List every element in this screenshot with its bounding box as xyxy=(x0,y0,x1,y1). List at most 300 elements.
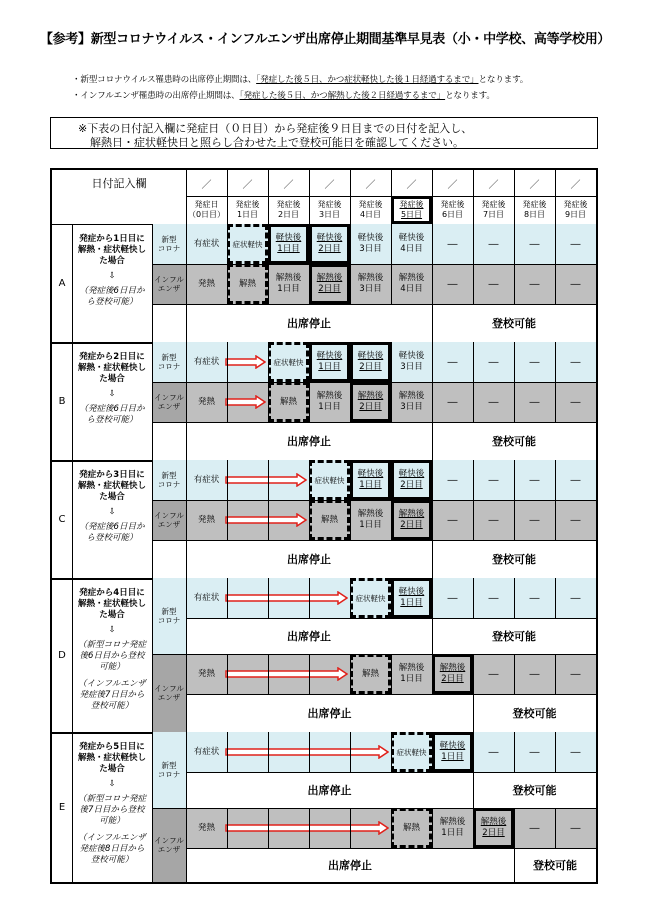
grid-line xyxy=(186,422,187,460)
dash-cell xyxy=(473,382,514,422)
text-line: ― xyxy=(488,514,499,526)
text-line: （発症後6日目か xyxy=(79,522,145,532)
grid-line xyxy=(596,654,597,694)
group-letter-1: B xyxy=(58,395,66,407)
blank-label xyxy=(152,304,186,342)
text-line: コロナ xyxy=(157,616,181,625)
text-line: ― xyxy=(529,822,540,834)
progress-arrow xyxy=(225,821,389,835)
day-header-9 xyxy=(555,196,596,224)
text-line: 発熱 xyxy=(197,514,215,525)
cell-fever xyxy=(186,500,227,540)
group-description-1 xyxy=(72,342,152,460)
day-header-6 xyxy=(432,196,473,224)
text-line: エンザ xyxy=(157,520,181,529)
grid-line xyxy=(186,540,187,578)
grid-line xyxy=(309,578,310,618)
cell-down-day xyxy=(309,264,350,304)
dash-cell xyxy=(555,382,596,422)
text-line: 有症状 xyxy=(193,474,220,485)
text-line: 1日目 xyxy=(400,674,423,684)
dash-cell xyxy=(514,808,555,848)
allowed-label xyxy=(432,618,596,654)
cell-fever-down xyxy=(391,808,432,848)
cell-has-symptom xyxy=(186,732,227,772)
cell-has-symptom xyxy=(186,460,227,500)
text-line: 2日目 xyxy=(482,828,505,838)
text-line: （0日目） xyxy=(187,210,226,219)
dash-cell xyxy=(432,578,473,618)
cell-relief-day xyxy=(350,342,391,382)
group-note-2 xyxy=(78,833,146,866)
group-letter-4: E xyxy=(58,801,66,813)
date-slot-0[interactable]: ／ xyxy=(201,179,212,191)
grid-line xyxy=(596,460,597,540)
text-line: 発症から5日目に xyxy=(79,742,145,752)
text-line: 軽快後 xyxy=(316,233,343,243)
text-line: 1日目 xyxy=(441,752,464,762)
dash-cell xyxy=(514,500,555,540)
text-line: 解熱後 xyxy=(398,509,425,519)
cell-down-day xyxy=(350,500,391,540)
text-line: 2日目 xyxy=(359,362,382,372)
date-slot-1[interactable]: ／ xyxy=(242,179,253,191)
text-line: ― xyxy=(447,514,458,526)
cell-fever xyxy=(186,382,227,422)
date-slot-6[interactable]: ／ xyxy=(447,179,458,191)
influenza-label xyxy=(152,264,186,304)
cell-fever xyxy=(186,654,227,694)
cell-fever-down xyxy=(309,500,350,540)
group-note xyxy=(78,640,146,673)
text-line: た場合 xyxy=(99,610,125,620)
dash-cell xyxy=(473,578,514,618)
dash-cell xyxy=(514,382,555,422)
cell-down-day xyxy=(391,382,432,422)
text-line: た場合 xyxy=(99,256,125,266)
grid-line xyxy=(152,224,153,882)
allowed-label xyxy=(432,304,596,342)
progress-arrow xyxy=(225,395,266,409)
cell-down-day xyxy=(473,808,514,848)
text-line: ― xyxy=(570,746,581,758)
dash-cell xyxy=(473,654,514,694)
text-line: 解熱・症状軽快し xyxy=(77,599,146,609)
group-note xyxy=(80,286,145,308)
down-arrow-icon: ⇩ xyxy=(108,625,116,635)
cell-fever-down xyxy=(268,382,309,422)
text-line: ― xyxy=(488,474,499,486)
grid-line xyxy=(268,732,269,772)
cell-symptom-relief xyxy=(227,224,268,264)
date-slot-4[interactable]: ／ xyxy=(365,179,376,191)
text-line: 出席停止 xyxy=(328,859,372,872)
grid-line xyxy=(514,654,515,694)
group-letter-3: D xyxy=(58,649,66,661)
progress-arrow xyxy=(225,745,389,759)
dash-cell xyxy=(432,224,473,264)
text-line: 新型 xyxy=(161,761,177,770)
day-header-0 xyxy=(186,196,227,224)
text-line: 症状軽快 xyxy=(355,593,386,603)
grid-line xyxy=(186,578,187,732)
cell-down-day xyxy=(309,382,350,422)
grid-line xyxy=(309,170,310,224)
text-line: 解熱・症状軽快し xyxy=(77,245,146,255)
grid-line xyxy=(432,808,433,848)
text-line: 出席停止 xyxy=(287,435,331,448)
text-line: エンザ xyxy=(157,284,181,293)
text-line: 2日目 xyxy=(400,520,423,530)
text-line: 解熱後 xyxy=(439,817,466,827)
text-line: （発症後6日目か xyxy=(79,286,145,296)
text-line: 出席停止 xyxy=(287,553,331,566)
grid-line xyxy=(514,848,515,882)
dash-cell xyxy=(555,808,596,848)
grid-line xyxy=(514,170,515,224)
influenza-label xyxy=(152,654,186,732)
suspend-label xyxy=(186,304,432,342)
text-line: ― xyxy=(570,514,581,526)
blank-label xyxy=(152,422,186,460)
text-line: 解熱後 xyxy=(439,663,466,673)
grid-line xyxy=(473,772,474,808)
date-slot-3[interactable]: ／ xyxy=(324,179,335,191)
dash-cell xyxy=(473,224,514,264)
cell-down-day xyxy=(350,264,391,304)
grid-line xyxy=(227,170,228,224)
text-line: ― xyxy=(488,278,499,290)
grid-line xyxy=(555,808,556,848)
text-line: 発症後 xyxy=(276,200,301,209)
date-slot-9[interactable]: ／ xyxy=(570,179,581,191)
text-line: エンザ xyxy=(157,402,181,411)
text-line: 発症後 xyxy=(522,200,547,209)
dash-cell xyxy=(555,732,596,772)
text-line: ― xyxy=(529,514,540,526)
group-condition xyxy=(78,742,146,775)
text-line: 発症から2日目に xyxy=(79,352,145,362)
grid-line xyxy=(350,732,351,772)
grid-line xyxy=(391,578,392,618)
dash-cell xyxy=(514,342,555,382)
text-line: 2日目 xyxy=(400,480,423,490)
group-note-2 xyxy=(78,679,146,712)
grid-line xyxy=(514,578,515,618)
text-line: 新型 xyxy=(161,235,177,244)
day-header-5 xyxy=(391,196,432,224)
suspend-label xyxy=(186,540,432,578)
group-description-2 xyxy=(72,460,152,578)
cell-relief-day xyxy=(268,224,309,264)
text-line: 2日目 xyxy=(277,210,300,219)
text-line: 解熱後 xyxy=(398,273,425,283)
text-line: ― xyxy=(570,474,581,486)
text-line: 発症日 xyxy=(194,200,219,209)
text-line: 2日目 xyxy=(441,674,464,684)
grid-line xyxy=(555,578,556,618)
text-line: 軽快後 xyxy=(439,741,466,751)
grid-line xyxy=(596,342,597,422)
text-line: 解熱後 xyxy=(480,817,507,827)
text-line: 解熱 xyxy=(402,822,420,833)
text-line: インフル xyxy=(154,393,184,402)
text-line: ― xyxy=(488,396,499,408)
cell-relief-day xyxy=(391,460,432,500)
influenza-label xyxy=(152,808,186,882)
cell-down-day xyxy=(268,264,309,304)
group-letter-2: C xyxy=(58,513,66,525)
text-line: コロナ xyxy=(157,770,181,779)
text-line: 8日目 xyxy=(523,210,546,219)
day-header-7 xyxy=(473,196,514,224)
text-line: 解熱 xyxy=(279,396,297,407)
text-line: 1日目 xyxy=(359,480,382,490)
grid-line xyxy=(432,304,433,342)
grid-line xyxy=(350,808,351,848)
text-line: コロナ xyxy=(157,480,181,489)
grid-line xyxy=(596,808,597,848)
grid-line xyxy=(432,654,433,694)
text-line: 登校可能 xyxy=(492,317,536,330)
grid-line xyxy=(268,170,269,224)
text-line: 解熱・症状軽快し xyxy=(77,481,146,491)
text-line: 5日目 xyxy=(400,210,423,219)
grid-line xyxy=(391,170,392,224)
text-line: 発熱 xyxy=(197,822,215,833)
text-line: 症状軽快 xyxy=(396,747,427,757)
text-line: 登校可能 xyxy=(492,553,536,566)
grid-line xyxy=(309,732,310,772)
text-line: 7日目 xyxy=(482,210,505,219)
text-line: 出席停止 xyxy=(307,784,352,797)
grid-line xyxy=(227,578,228,618)
date-slot-5[interactable]: ／ xyxy=(406,179,417,191)
text-line: ― xyxy=(529,278,540,290)
influenza-label xyxy=(152,500,186,540)
text-line: 3日目 xyxy=(359,244,382,254)
grid-line xyxy=(152,500,596,501)
down-arrow-icon: ⇩ xyxy=(108,389,116,399)
cell-relief-day xyxy=(432,732,473,772)
date-slot-7[interactable]: ／ xyxy=(488,179,499,191)
text-line: ― xyxy=(447,396,458,408)
text-line: 発熱 xyxy=(197,278,215,289)
text-line: 4日目 xyxy=(400,244,423,254)
group-description-4 xyxy=(72,732,152,882)
cell-relief-day xyxy=(391,342,432,382)
text-line: インフル xyxy=(154,511,184,520)
group-note xyxy=(80,404,145,426)
text-line: 発症後 xyxy=(317,200,342,209)
text-line: 軽快後 xyxy=(398,351,425,361)
grid-line xyxy=(432,422,433,460)
text-line: ― xyxy=(447,238,458,250)
day-header-1 xyxy=(227,196,268,224)
text-line: 有症状 xyxy=(193,592,220,603)
dash-cell xyxy=(473,264,514,304)
down-arrow-icon: ⇩ xyxy=(108,271,116,281)
allowed-label xyxy=(473,772,596,808)
text-line: 2日目 xyxy=(359,402,382,412)
date-row-label: 日付記入欄 xyxy=(91,177,147,190)
text-line: 9日目 xyxy=(564,210,587,219)
group-condition xyxy=(78,234,146,267)
grid-line xyxy=(555,732,556,772)
progress-arrow xyxy=(225,355,266,369)
grid-line xyxy=(391,808,392,848)
grid-line xyxy=(432,618,433,654)
text-line: ら登校可能） xyxy=(86,297,138,307)
down-arrow-icon: ⇩ xyxy=(108,779,116,789)
grid-line xyxy=(473,578,474,618)
text-line: ― xyxy=(529,668,540,680)
text-line: ― xyxy=(488,356,499,368)
text-line: 症状軽快 xyxy=(273,357,304,367)
text-line: 軽快後 xyxy=(357,469,384,479)
group-condition xyxy=(78,470,146,503)
text-line: 発症後8日目から xyxy=(79,844,145,854)
corona-label xyxy=(152,460,186,500)
text-line: 軽快後 xyxy=(398,469,425,479)
date-slot-2[interactable]: ／ xyxy=(283,179,294,191)
text-line: 1日目 xyxy=(236,210,259,219)
text-line: ― xyxy=(570,278,581,290)
cell-has-symptom xyxy=(186,224,227,264)
note-corona: ・新型コロナウイルス罹患時の出席停止期間は、「発症した後５日、かつ症状軽快した後１日経過するまで」となります。 xyxy=(72,75,529,85)
dash-cell xyxy=(514,264,555,304)
grid-line xyxy=(52,882,596,884)
suspend-label xyxy=(186,694,473,732)
text-line: 発症後 xyxy=(481,200,506,209)
grid-line xyxy=(473,654,474,694)
day-header-4 xyxy=(350,196,391,224)
text-line: ― xyxy=(488,238,499,250)
text-line: 発症から3日目に xyxy=(79,470,145,480)
text-line: 登校可能 xyxy=(512,784,557,797)
text-line: 軽快後 xyxy=(357,351,384,361)
group-note xyxy=(80,522,145,544)
suspend-label xyxy=(186,848,514,882)
text-line: 新型 xyxy=(161,353,177,362)
text-line: 解熱後 xyxy=(398,391,425,401)
text-line: た場合 xyxy=(99,374,125,384)
text-line: 可能） xyxy=(99,662,125,672)
group-condition xyxy=(78,588,146,621)
text-line: ら登校可能） xyxy=(86,533,138,543)
text-line: 発症から4日目に xyxy=(79,588,145,598)
text-line: 1日目 xyxy=(318,402,341,412)
grid-line xyxy=(227,732,228,772)
text-line: 出席停止 xyxy=(287,317,331,330)
instruction-line-2: 解熱日・症状軽快日と照らし合わせた上で登校可能日を確認してください。 xyxy=(90,136,464,149)
day-header-2 xyxy=(268,196,309,224)
dash-cell xyxy=(432,382,473,422)
text-line: 解熱後 xyxy=(316,391,343,401)
grid-line xyxy=(596,224,597,304)
grid-line xyxy=(152,264,596,265)
text-line: コロナ xyxy=(157,362,181,371)
text-line: ― xyxy=(529,356,540,368)
dash-cell xyxy=(514,224,555,264)
text-line: ― xyxy=(447,474,458,486)
text-line: た場合 xyxy=(99,764,125,774)
text-line: 4日目 xyxy=(359,210,382,219)
text-line: 軽快後 xyxy=(357,233,384,243)
text-line: 発症後7日目から xyxy=(79,690,145,700)
text-line: 軽快後 xyxy=(275,233,302,243)
grid-line xyxy=(473,808,474,848)
suspend-label xyxy=(186,618,432,654)
text-line: 有症状 xyxy=(193,238,220,249)
text-line: 発熱 xyxy=(197,668,215,679)
text-line: 2日目 xyxy=(318,244,341,254)
dash-cell xyxy=(555,264,596,304)
text-line: 新型 xyxy=(161,607,177,616)
text-line: 登校可能） xyxy=(90,855,134,865)
grid-line xyxy=(473,732,474,772)
cell-down-day xyxy=(391,500,432,540)
corona-label xyxy=(152,578,186,654)
text-line: ― xyxy=(529,238,540,250)
suspend-label xyxy=(186,772,473,808)
cell-symptom-relief xyxy=(391,732,432,772)
grid-line xyxy=(350,578,351,618)
text-line: ― xyxy=(529,592,540,604)
text-line: 解熱後 xyxy=(357,391,384,401)
text-line: 有症状 xyxy=(193,746,220,757)
cell-down-day xyxy=(391,654,432,694)
text-line: 解熱後 xyxy=(357,273,384,283)
cell-down-day xyxy=(350,382,391,422)
text-line: 1日目 xyxy=(359,520,382,530)
text-line: ― xyxy=(488,668,499,680)
date-slot-8[interactable]: ／ xyxy=(529,179,540,191)
dash-cell xyxy=(514,654,555,694)
text-line: ― xyxy=(570,822,581,834)
text-line: インフル xyxy=(154,836,184,845)
text-line: 3日目 xyxy=(400,362,423,372)
text-line: ― xyxy=(447,356,458,368)
dash-cell xyxy=(555,500,596,540)
text-line: 6日目 xyxy=(441,210,464,219)
dash-cell xyxy=(432,500,473,540)
cell-relief-day xyxy=(309,224,350,264)
text-line: エンザ xyxy=(157,693,181,702)
text-line: 軽快後 xyxy=(398,233,425,243)
text-line: 解熱 xyxy=(361,668,379,679)
grid-line xyxy=(152,382,596,383)
grid-line xyxy=(432,578,433,618)
grid-line xyxy=(186,808,596,809)
down-arrow-icon: ⇩ xyxy=(108,507,116,517)
cell-has-symptom xyxy=(186,578,227,618)
allowed-label xyxy=(432,540,596,578)
group-letter-0: A xyxy=(58,277,66,289)
instruction-line-1: ※下表の日付記入欄に発症日（０日目）から発症後９日目までの日付を記入し、 xyxy=(78,122,473,135)
day-header-3 xyxy=(309,196,350,224)
text-line: ― xyxy=(529,746,540,758)
dash-cell xyxy=(473,500,514,540)
text-line: 症状軽快 xyxy=(314,475,345,485)
text-line: ― xyxy=(570,396,581,408)
text-line: 1日目 xyxy=(441,828,464,838)
grid-line xyxy=(473,694,474,732)
text-line: ― xyxy=(570,356,581,368)
grid-line xyxy=(391,732,392,772)
grid-line xyxy=(186,654,596,655)
grid-line xyxy=(514,808,515,848)
